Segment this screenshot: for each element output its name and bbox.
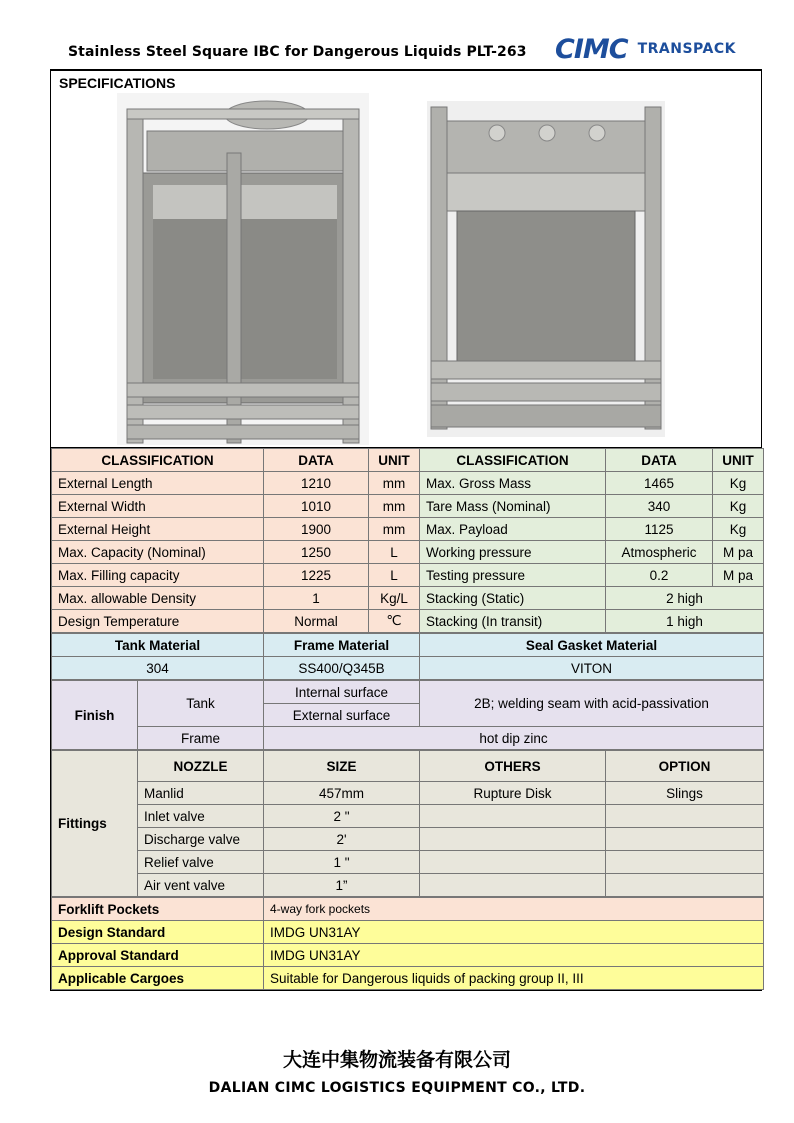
nozzle-size: 2' bbox=[264, 828, 420, 851]
spec-data: 1210 bbox=[264, 472, 369, 495]
spec-name: Stacking (Static) bbox=[420, 587, 606, 610]
internal-surface-label: Internal surface bbox=[264, 681, 420, 704]
ibc-photo-left bbox=[117, 93, 369, 445]
material-value: 304 bbox=[52, 657, 264, 680]
forklift-label: Forklift Pockets bbox=[52, 898, 264, 921]
company-name-chinese: 大连中集物流装备有限公司 bbox=[282, 1049, 511, 1071]
col-header: UNIT bbox=[369, 449, 420, 472]
spec-data: 1250 bbox=[264, 541, 369, 564]
col-header: NOZZLE bbox=[138, 751, 264, 782]
spec-unit: mm bbox=[369, 495, 420, 518]
finish-frame-label: Frame bbox=[138, 727, 264, 750]
spec-name: Working pressure bbox=[420, 541, 606, 564]
spec-data: 1465 bbox=[606, 472, 713, 495]
finish-frame-value: hot dip zinc bbox=[264, 727, 764, 750]
fittings-label: Fittings bbox=[52, 751, 138, 897]
col-header: Frame Material bbox=[264, 634, 420, 657]
company-name-english: DALIAN CIMC LOGISTICS EQUIPMENT CO., LTD. bbox=[208, 1080, 586, 1096]
spec-unit: mm bbox=[369, 472, 420, 495]
spec-name: Max. Gross Mass bbox=[420, 472, 606, 495]
nozzle-name: Discharge valve bbox=[138, 828, 264, 851]
spec-unit: ℃ bbox=[369, 610, 420, 633]
nozzle-option bbox=[606, 874, 764, 897]
nozzle-name: Inlet valve bbox=[138, 805, 264, 828]
finish-table bbox=[51, 680, 764, 750]
nozzle-name: Relief valve bbox=[138, 851, 264, 874]
nozzle-others bbox=[420, 805, 606, 828]
col-header: OTHERS bbox=[420, 751, 606, 782]
spec-unit: Kg bbox=[713, 495, 764, 518]
spec-data: 1900 bbox=[264, 518, 369, 541]
fittings-header-row bbox=[52, 751, 764, 782]
spec-data: 1 bbox=[264, 587, 369, 610]
spec-name: External Length bbox=[52, 472, 264, 495]
spec-data: 0.2 bbox=[606, 564, 713, 587]
spec-name: Max. Capacity (Nominal) bbox=[52, 541, 264, 564]
external-surface-label: External surface bbox=[264, 704, 420, 727]
spec-name: External Height bbox=[52, 518, 264, 541]
table-row bbox=[52, 967, 764, 990]
spec-data: 1010 bbox=[264, 495, 369, 518]
finish-tank-label: Tank bbox=[138, 681, 264, 727]
materials-header-row bbox=[52, 634, 764, 657]
table-row bbox=[52, 495, 764, 518]
spec-unit: mm bbox=[369, 518, 420, 541]
table-row bbox=[52, 564, 764, 587]
spec-unit: M pa bbox=[713, 564, 764, 587]
spec-name: Max. allowable Density bbox=[52, 587, 264, 610]
spec-name: Stacking (In transit) bbox=[420, 610, 606, 633]
spec-name: External Width bbox=[52, 495, 264, 518]
material-value: VITON bbox=[420, 657, 764, 680]
nozzle-name: Air vent valve bbox=[138, 874, 264, 897]
nozzle-size: 1 " bbox=[264, 851, 420, 874]
spec-unit: Kg/L bbox=[369, 587, 420, 610]
table-row bbox=[52, 472, 764, 495]
table-row bbox=[52, 727, 764, 750]
materials-value-row bbox=[52, 657, 764, 680]
nozzle-size: 2 " bbox=[264, 805, 420, 828]
specifications-label: SPECIFICATIONS bbox=[59, 75, 176, 91]
spec-data: 1 high bbox=[606, 610, 764, 633]
table-row bbox=[52, 587, 764, 610]
fittings-table bbox=[51, 750, 764, 897]
nozzle-others bbox=[420, 874, 606, 897]
applicable-cargoes-label: Applicable Cargoes bbox=[52, 967, 264, 990]
table-row bbox=[52, 805, 764, 828]
spec-name: Max. Payload bbox=[420, 518, 606, 541]
table-row bbox=[52, 944, 764, 967]
col-header: Tank Material bbox=[52, 634, 264, 657]
ibc-photo-right bbox=[427, 101, 665, 437]
company-logo bbox=[555, 34, 736, 64]
col-header: DATA bbox=[264, 449, 369, 472]
nozzle-others bbox=[420, 828, 606, 851]
table-row bbox=[52, 828, 764, 851]
logo-mark: CIMC bbox=[555, 33, 628, 65]
spec-data: Normal bbox=[264, 610, 369, 633]
spec-data: 1125 bbox=[606, 518, 713, 541]
finish-label: Finish bbox=[52, 681, 138, 750]
spec-name: Testing pressure bbox=[420, 564, 606, 587]
col-header: SIZE bbox=[264, 751, 420, 782]
col-header: OPTION bbox=[606, 751, 764, 782]
forklift-value: 4-way fork pockets bbox=[264, 898, 764, 921]
col-header: CLASSIFICATION bbox=[420, 449, 606, 472]
materials-table bbox=[51, 633, 764, 680]
nozzle-size: 457mm bbox=[264, 782, 420, 805]
nozzle-option: Slings bbox=[606, 782, 764, 805]
approval-standard-value: IMDG UN31AY bbox=[264, 944, 764, 967]
spec-unit: Kg bbox=[713, 472, 764, 495]
spec-data: 1225 bbox=[264, 564, 369, 587]
spec-name: Tare Mass (Nominal) bbox=[420, 495, 606, 518]
table-row bbox=[52, 610, 764, 633]
spec-unit: L bbox=[369, 564, 420, 587]
spec-data: 2 high bbox=[606, 587, 764, 610]
spec-header-row bbox=[52, 449, 764, 472]
spec-sheet bbox=[50, 70, 762, 991]
document-title: Stainless Steel Square IBC for Dangerous Liquids PLT-263 bbox=[68, 44, 527, 60]
table-row bbox=[52, 541, 764, 564]
nozzle-option bbox=[606, 805, 764, 828]
spec-unit: Kg bbox=[713, 518, 764, 541]
page-header bbox=[50, 30, 762, 70]
nozzle-others: Rupture Disk bbox=[420, 782, 606, 805]
table-row bbox=[52, 898, 764, 921]
nozzle-option bbox=[606, 828, 764, 851]
table-row bbox=[52, 681, 764, 704]
applicable-cargoes-value: Suitable for Dangerous liquids of packing group II, III bbox=[264, 967, 764, 990]
col-header: UNIT bbox=[713, 449, 764, 472]
spec-unit: L bbox=[369, 541, 420, 564]
spec-table bbox=[51, 448, 764, 633]
spec-data: 340 bbox=[606, 495, 713, 518]
design-standard-label: Design Standard bbox=[52, 921, 264, 944]
material-value: SS400/Q345B bbox=[264, 657, 420, 680]
col-header: Seal Gasket Material bbox=[420, 634, 764, 657]
table-row bbox=[52, 782, 764, 805]
table-row bbox=[52, 518, 764, 541]
table-row bbox=[52, 874, 764, 897]
nozzle-option bbox=[606, 851, 764, 874]
nozzle-others bbox=[420, 851, 606, 874]
spec-name: Design Temperature bbox=[52, 610, 264, 633]
logo-text: TRANSPACK bbox=[637, 41, 736, 57]
table-row bbox=[52, 851, 764, 874]
col-header: DATA bbox=[606, 449, 713, 472]
finish-tank-value: 2B; welding seam with acid-passivation bbox=[420, 681, 764, 727]
spec-data: Atmospheric bbox=[606, 541, 713, 564]
spec-name: Max. Filling capacity bbox=[52, 564, 264, 587]
col-header: CLASSIFICATION bbox=[52, 449, 264, 472]
design-standard-value: IMDG UN31AY bbox=[264, 921, 764, 944]
photo-section bbox=[51, 71, 761, 448]
table-row bbox=[52, 921, 764, 944]
approval-standard-label: Approval Standard bbox=[52, 944, 264, 967]
spec-unit: M pa bbox=[713, 541, 764, 564]
nozzle-name: Manlid bbox=[138, 782, 264, 805]
nozzle-size: 1” bbox=[264, 874, 420, 897]
standards-table bbox=[51, 897, 764, 990]
